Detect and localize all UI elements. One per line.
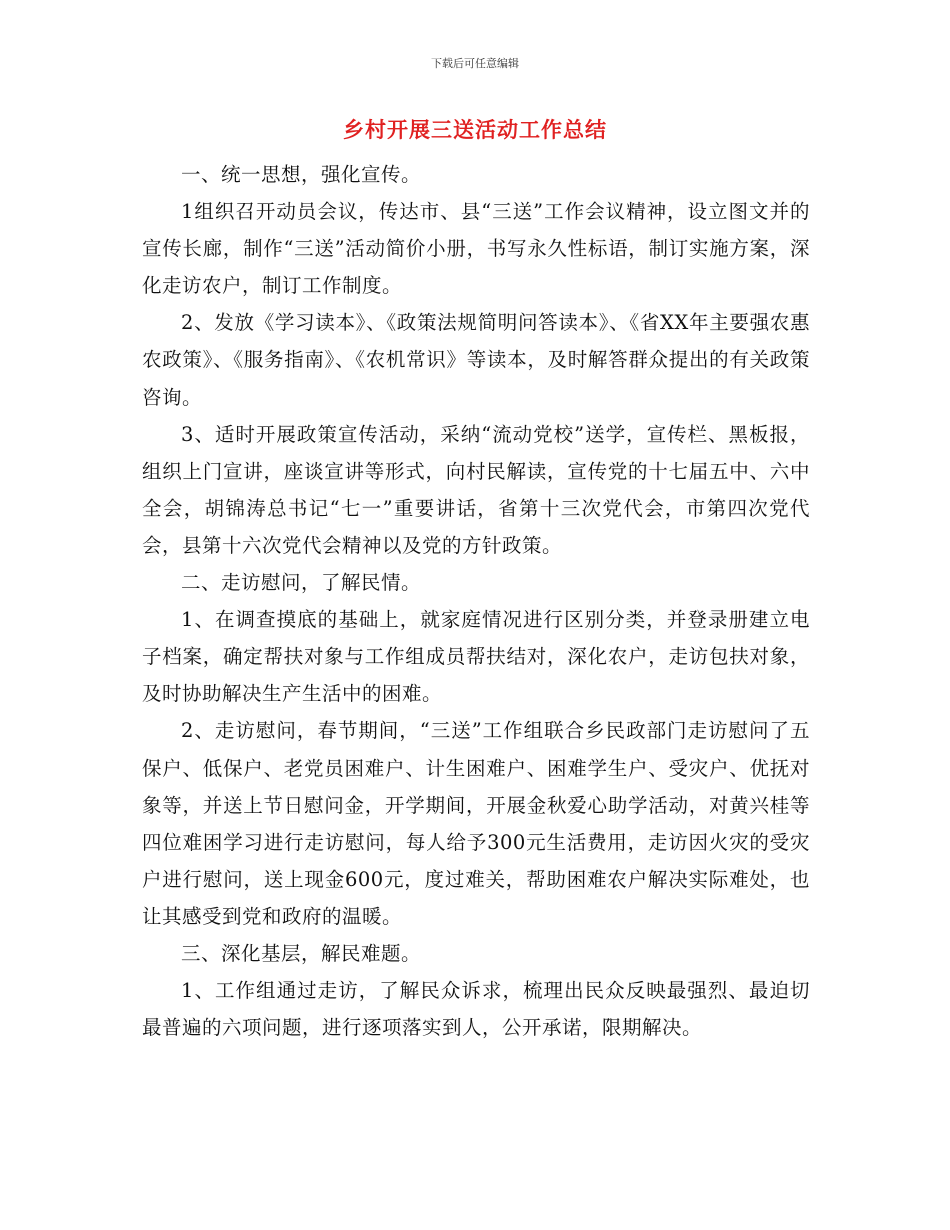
section-heading-3: 三、深化基层，解民难题。 — [181, 941, 422, 965]
paragraph: 1组织召开动员会议，传达市、县“三送”工作会议精神，设立图文并的宣传长廊，制作“三送”活动简价小册，书写永久性标语，制订实施方案，深化走访农户，制订工作制度。 — [142, 200, 810, 298]
header-note: 下载后可任意编辑 — [431, 57, 519, 70]
paragraph: 3、适时开展政策宣传活动，采纳“流动党校”送学，宣传栏、黑板报，组织上门宣讲，座谈宣讲等形式，向村民解读，宣传党的十七届五中、六中全会，胡锦涛总书记“七一”重要讲话，省第十三次党代会，市第四次党代会，县第十六次党代会精神以及党的方针政策。 — [142, 422, 810, 557]
section-heading-1: 一、统一思想，强化宣传。 — [181, 163, 422, 186]
section-heading-2: 二、走访慰问，了解民情。 — [181, 571, 422, 595]
paragraph: 1、工作组通过走访，了解民众诉求，梳理出民众反映最强烈、最迫切最普遍的六项问题，进行逐项落实到人，公开承诺，限期解决。 — [142, 979, 810, 1040]
document-title: 乡村开展三送活动工作总结 — [343, 117, 607, 142]
paragraph: 1、在调查摸底的基础上，就家庭情况进行区别分类，并登录册建立电子档案，确定帮扶对象与工作组成员帮扶结对，深化农户，走访包扶对象，及时协助解决生产生活中的困难。 — [142, 608, 810, 706]
paragraph: 2、走访慰问，春节期间，“三送”工作组联合乡民政部门走访慰问了五保户、低保户、老党员困难户、计生困难户、困难学生户、受灾户、优抚对象等，并送上节日慰问金，开学期间，开展金秋爱心助学活动，对黄兴桂等四位难困学习进行走访慰问，每人给予300元生活费用，走访因火灾的受灾户进行慰问，送上现金600元，度过难关，帮助困难农户解决实际难处，也让其感受到党和政府的温暖。 — [142, 719, 810, 928]
paragraph: 2、发放《学习读本》、《政策法规简明问答读本》、《省XX年主要强农惠农政策》、《服务指南》、《农机常识》等读本，及时解答群众提出的有关政策咨询。 — [142, 311, 810, 409]
document-body — [142, 156, 810, 1046]
